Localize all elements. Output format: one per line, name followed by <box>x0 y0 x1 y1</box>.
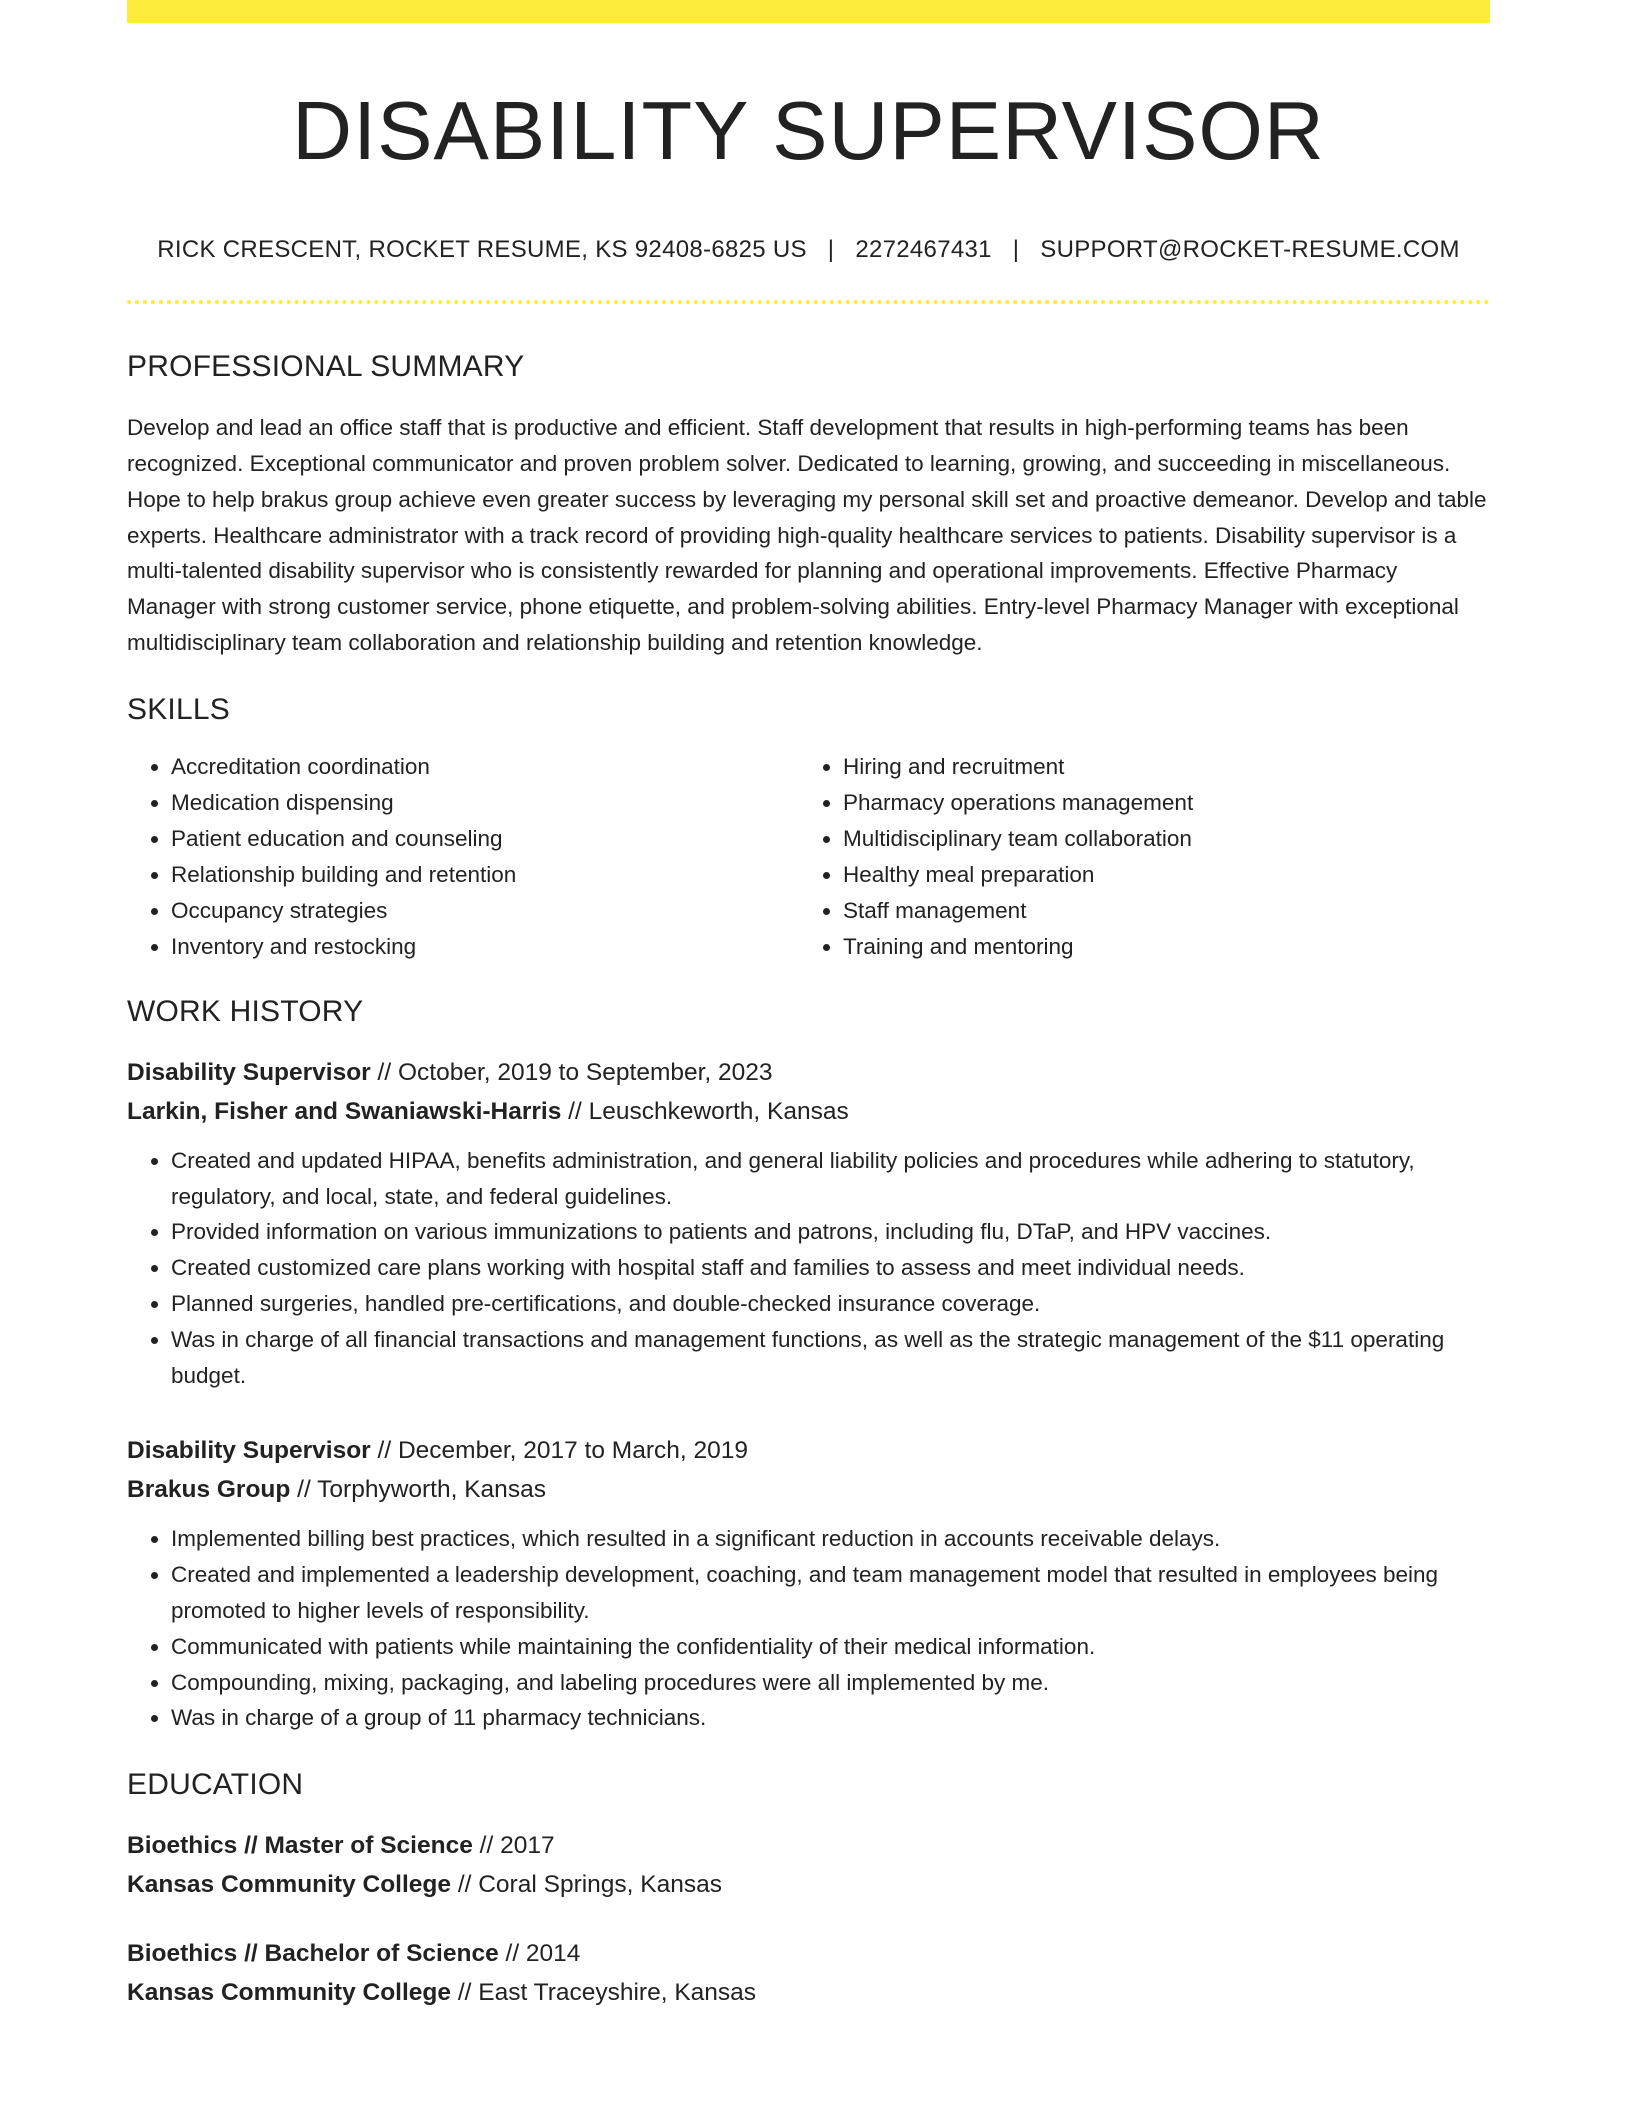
education-year: // 2017 <box>472 1832 555 1860</box>
skill-item: • Pharmacy operations management <box>843 785 1471 821</box>
job-location: // Torphyworth, Kansas <box>290 1476 546 1504</box>
section-title-education: EDUCATION <box>127 1768 304 1802</box>
education-degree: Bioethics // Bachelor of Science <box>127 1940 499 1968</box>
job-entry <box>127 1053 1490 1394</box>
job-role-line <box>127 1431 1490 1470</box>
dotted-divider <box>127 300 1490 304</box>
job-bullet: • Created and updated HIPAA, benefits administration, and general liability policies and procedures while adhering to statutory, regulatory, and local, state, and federal guidelines. <box>171 1143 1490 1215</box>
skill-item: • Multidisciplinary team collaboration <box>843 821 1471 857</box>
job-role-line <box>127 1053 1490 1092</box>
skills-list-right <box>799 749 1471 965</box>
skill-item: • Relationship building and retention <box>171 857 799 893</box>
job-role: Disability Supervisor <box>127 1058 371 1086</box>
job-dates: // October, 2019 to September, 2023 <box>370 1058 773 1086</box>
education-year: // 2014 <box>498 1940 581 1968</box>
education-school: Kansas Community College <box>127 1871 452 1899</box>
summary-text: Develop and lead an office staff that is productive and efficient. Staff development that results in high-performing teams has been recognized. Exceptional communicator and proven problem solver. Dedicated to learning, growing, and succeeding in miscellaneous. Hope to help brakus group achieve even greater success by leveraging my personal skill set and proactive demeanor. Develop and table experts. Healthcare administrator with a track record of providing high-quality healthcare services to patients. Disability supervisor is a multi-talented disability supervisor who is consistently rewarded for planning and operational improvements. Effective Pharmacy Manager with strong customer service, phone etiquette, and problem-solving abilities. Entry-level Pharmacy Manager with exceptional multidisciplinary team collaboration and relationship building and retention knowledge. <box>127 415 1487 656</box>
contact-separator: | <box>1012 236 1020 264</box>
section-title-skills: SKILLS <box>127 692 230 726</box>
candidate-title: DISABILITY SUPERVISOR <box>292 84 1325 177</box>
job-bullet: • Was in charge of all financial transactions and management functions, as well as the strategic management of the $11 operating budget. <box>171 1322 1490 1394</box>
job-company-line <box>127 1470 1490 1509</box>
job-entry <box>127 1431 1490 1736</box>
accent-top-bar <box>127 0 1490 23</box>
job-company: Brakus Group <box>127 1476 291 1504</box>
skill-item: • Occupancy strategies <box>171 893 799 929</box>
skills-grid <box>127 749 1490 965</box>
skill-item: • Training and mentoring <box>843 929 1471 965</box>
job-bullet: • Communicated with patients while maintaining the confidentiality of their medical information. <box>171 1629 1490 1665</box>
education-entry <box>127 1826 1490 1904</box>
resume-page <box>127 0 1490 2012</box>
education-school: Kansas Community College <box>127 1979 452 2007</box>
job-bullet: • Implemented billing best practices, which resulted in a significant reduction in accounts receivable delays. <box>171 1521 1490 1557</box>
job-role: Disability Supervisor <box>127 1437 371 1465</box>
education-degree-line <box>127 1934 1490 1973</box>
education-school-line <box>127 1865 1490 1904</box>
skill-item: • Healthy meal preparation <box>843 857 1471 893</box>
education-location: // East Traceyshire, Kansas <box>451 1979 757 2007</box>
education-school-line <box>127 1973 1490 2012</box>
section-title-work-history: WORK HISTORY <box>127 994 364 1028</box>
job-company: Larkin, Fisher and Swaniawski-Harris <box>127 1097 562 1125</box>
education-entry <box>127 1934 1490 2012</box>
job-bullet: • Created and implemented a leadership development, coaching, and team management model that resulted in employees being promoted to higher levels of responsibility. <box>171 1557 1490 1629</box>
job-dates: // December, 2017 to March, 2019 <box>370 1437 748 1465</box>
job-bullet: • Planned surgeries, handled pre-certifications, and double-checked insurance coverage. <box>171 1286 1490 1322</box>
skills-list-left <box>127 749 799 965</box>
education-degree-line <box>127 1826 1490 1865</box>
contact-address: RICK CRESCENT, ROCKET RESUME, KS 92408-6825 US <box>157 236 807 264</box>
contact-phone: 2272467431 <box>855 236 992 264</box>
skill-item: • Staff management <box>843 893 1471 929</box>
job-company-line <box>127 1092 1490 1131</box>
job-bullet: • Created customized care plans working with hospital staff and families to assess and meet individual needs. <box>171 1250 1490 1286</box>
skill-item: • Medication dispensing <box>171 785 799 821</box>
section-title-summary: PROFESSIONAL SUMMARY <box>127 350 525 384</box>
job-bullets <box>127 1521 1490 1736</box>
job-location: // Leuschkeworth, Kansas <box>561 1097 849 1125</box>
education-degree: Bioethics // Master of Science <box>127 1832 473 1860</box>
job-bullet: • Was in charge of a group of 11 pharmacy technicians. <box>171 1700 1490 1736</box>
skill-item: • Accreditation coordination <box>171 749 799 785</box>
education-location: // Coral Springs, Kansas <box>451 1871 722 1899</box>
job-bullets <box>127 1143 1490 1394</box>
skill-item: • Patient education and counseling <box>171 821 799 857</box>
contact-email: SUPPORT@ROCKET-RESUME.COM <box>1040 236 1460 264</box>
skill-item: • Hiring and recruitment <box>843 749 1471 785</box>
contact-separator: | <box>827 236 835 264</box>
contact-line <box>127 236 1490 264</box>
skill-item: • Inventory and restocking <box>171 929 799 965</box>
job-bullet: • Compounding, mixing, packaging, and labeling procedures were all implemented by me. <box>171 1665 1490 1701</box>
job-bullet: • Provided information on various immunizations to patients and patrons, including flu, DTaP, and HPV vaccines. <box>171 1214 1490 1250</box>
